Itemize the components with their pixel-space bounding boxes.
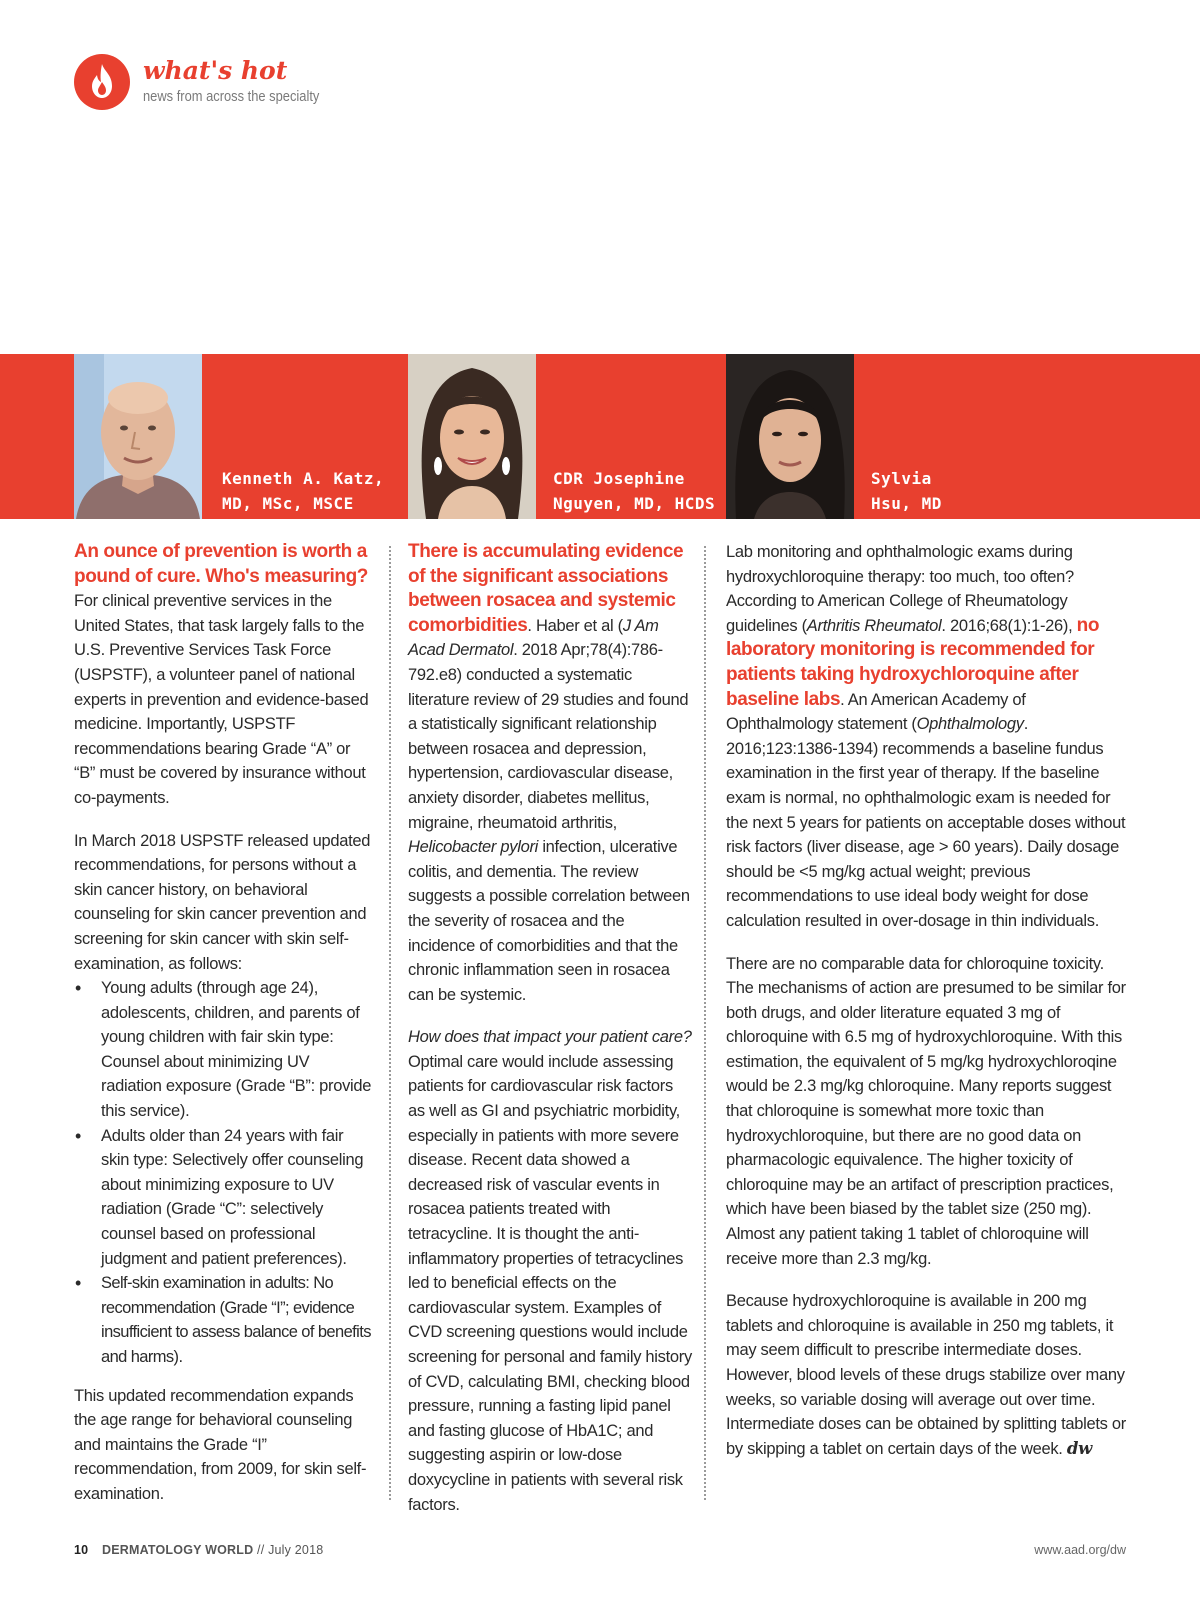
end-mark: dw <box>1066 1438 1093 1458</box>
footer-folio <box>74 1543 323 1557</box>
publication-name: DERMATOLOGY WORLD <box>102 1543 254 1557</box>
author-name-line: Kenneth A. Katz, <box>222 469 385 488</box>
text-run: . Haber et al ( <box>527 616 623 635</box>
section-subtitle: news from across the specialty <box>143 88 320 105</box>
text-run: Optimal care would include assessing patients for cardiovascular risk factors as well as GI and psychiatric morbidity, especially in patients with more severe disease. Recent data showed a decreased risk of vascular events in rosacea patients treated with tetracycline. It is thought the anti-inflammatory properties of tetracyclines led to beneficial effects on the cardiovascular system. Examples of CVD screening questions would include screening for personal and family history of CVD, calculating BMI, checking blood pressure, running a fasting lipid panel and fasting glucose of HbA1C; and suggesting aspirin or low-dose doxycycline in patients with several risk factors. <box>408 1052 692 1514</box>
recommendation-list <box>74 976 374 1370</box>
author-name-hsu <box>871 466 942 516</box>
article-nguyen <box>408 540 694 1535</box>
article-paragraph: Because hydroxychloroquine is available in 200 mg tablets and chloroquine is available in 250 mg tablets, it may seem difficult to prescribe intermediate doses. However, blood levels of these drugs stabilize over many weeks, so variable dosing will average out over time. Intermediate doses can be obtained by splitting tablets or by skipping a tablet on certain days of the week. <box>726 1292 1126 1458</box>
author-photo-katz <box>74 354 202 519</box>
page-number: 10 <box>74 1543 89 1557</box>
journal-citation: Ophthalmology <box>916 715 1024 734</box>
list-item: • Self-skin examination in adults: No recommendation (Grade “I”; evidence insufficient to assess balance of benefits and harms). <box>101 1271 374 1369</box>
article-paragraph: In March 2018 USPSTF released updated recommendations, for persons without a skin cancer history, on behavioral counseling for skin cancer prevention and screening for skin cancer with skin self-examination, as follows: <box>74 831 371 973</box>
article-headline: An ounce of prevention is worth a pound of cure. Who's measuring? <box>74 541 369 587</box>
section-title: what's hot <box>143 56 288 85</box>
section-logo <box>74 54 130 110</box>
journal-citation: Arthritis Rheumatol <box>806 616 942 635</box>
footer-url: www.aad.org/dw <box>1034 1543 1126 1557</box>
author-name-katz <box>222 466 384 516</box>
author-name-line: Sylvia <box>871 469 932 488</box>
column-divider <box>704 546 706 1500</box>
author-credentials: MD, MSc, MSCE <box>222 494 354 513</box>
article-highlight: no laboratory monitoring is recommended for patients taking hydroxychloroquine after baseline labs <box>726 614 1100 710</box>
article-hsu <box>726 540 1126 1479</box>
article-paragraph: For clinical preventive services in the United States, that task largely falls to the U.S. Preventive Services Task Force (USPSTF), a volunteer panel of national experts in prevention and evidence-based medicine. Importantly, USPSTF recommendations bearing Grade “A” or “B” must be covered by insurance without co-payments. <box>74 592 369 807</box>
text-run: infection, ulcerative colitis, and dementia. The review suggests a possible correlation between the severity of rosacea and the incidence of comorbidities and that the chronic inflammation seen in rosacea can be systemic. <box>408 838 690 1004</box>
author-name-nguyen <box>553 466 715 516</box>
text-run: . 2016;68(1):1-26), <box>941 616 1073 635</box>
flame-icon <box>74 54 130 110</box>
journal-citation: J Am Acad Dermatol <box>408 616 659 660</box>
author-credentials: Nguyen, MD, HCDS <box>553 494 716 513</box>
article-headline: There is accumulating evidence of the significant associations between rosacea and systemic comorbidities <box>408 541 684 636</box>
text-run: . An American Academy of Ophthalmology statement ( <box>726 690 1026 734</box>
list-item: • Young adults (through age 24), adolescents, children, and parents of young children with fair skin type: Counsel about minimizing UV radiation exposure (Grade “B”: provide this service). <box>101 976 374 1124</box>
article-paragraph: This updated recommendation expands the age range for behavioral counseling and maintains the Grade “I” recommendation, from 2009, for skin self-examination. <box>74 1386 367 1503</box>
folio-separator: // <box>257 1543 265 1557</box>
author-photo-hsu <box>726 354 854 519</box>
article-katz <box>74 540 374 1525</box>
article-paragraph: There are no comparable data for chloroquine toxicity. The mechanisms of action are presumed to be similar for both drugs, and older literature equated 3 mg of chloroquine with 6.5 mg of hydroxychloroquine. With this estimation, the equivalent of 5 mg/kg hydroxychloroqine would be 2.3 mg/kg chloroquine. Many reports suggest that chloroquine is somewhat more toxic than hydroxychloroquine, but there are no good data on pharmacologic equivalence. The higher toxicity of chloroquine may be an artifact of prescription practices, which have been biased by the tablet size (250 mg). Almost any patient taking 1 tablet of chloroquine will receive more than 2.3 mg/kg. <box>726 954 1126 1268</box>
issue-date: July 2018 <box>268 1543 324 1557</box>
author-photo-nguyen <box>408 354 536 519</box>
text-run: Lab monitoring and ophthalmologic exams during hydroxychloroquine therapy: too much, too often? According to American College of Rheumatology guidelines ( <box>726 543 1074 635</box>
species-name: Helicobacter pylori <box>408 838 539 857</box>
text-run: . 2018 Apr;78(4):786-792.e8) conducted a systematic literature review of 29 studies and found a statistically significant relationship between rosacea and depression, hypertension, cardiovascular disease, anxiety disorder, diabetes mellitus, migraine, rheumatoid arthritis, <box>408 641 689 832</box>
column-divider <box>389 546 391 1500</box>
author-name-line: CDR Josephine <box>553 469 685 488</box>
subheading-question: How does that impact your patient care? <box>408 1028 692 1047</box>
list-item: • Adults older than 24 years with fair skin type: Selectively offer counseling about minimizing exposure to UV radiation (Grade “C”: selectively counsel based on professional judgment and patient preferences). <box>101 1124 374 1272</box>
text-run: . 2016;123:1386-1394) recommends a baseline fundus examination in the first year of therapy. If the baseline exam is normal, no ophthalmologic exam is needed for the next 5 years for patients on acceptable doses without risk factors (liver disease, age > 60 years). Daily dosage should be <5 mg/kg actual weight; previous recommendations to use ideal body weight for dose calculation resulted in over-dosage in thin individuals. <box>726 715 1126 930</box>
author-credentials: Hsu, MD <box>871 494 942 513</box>
